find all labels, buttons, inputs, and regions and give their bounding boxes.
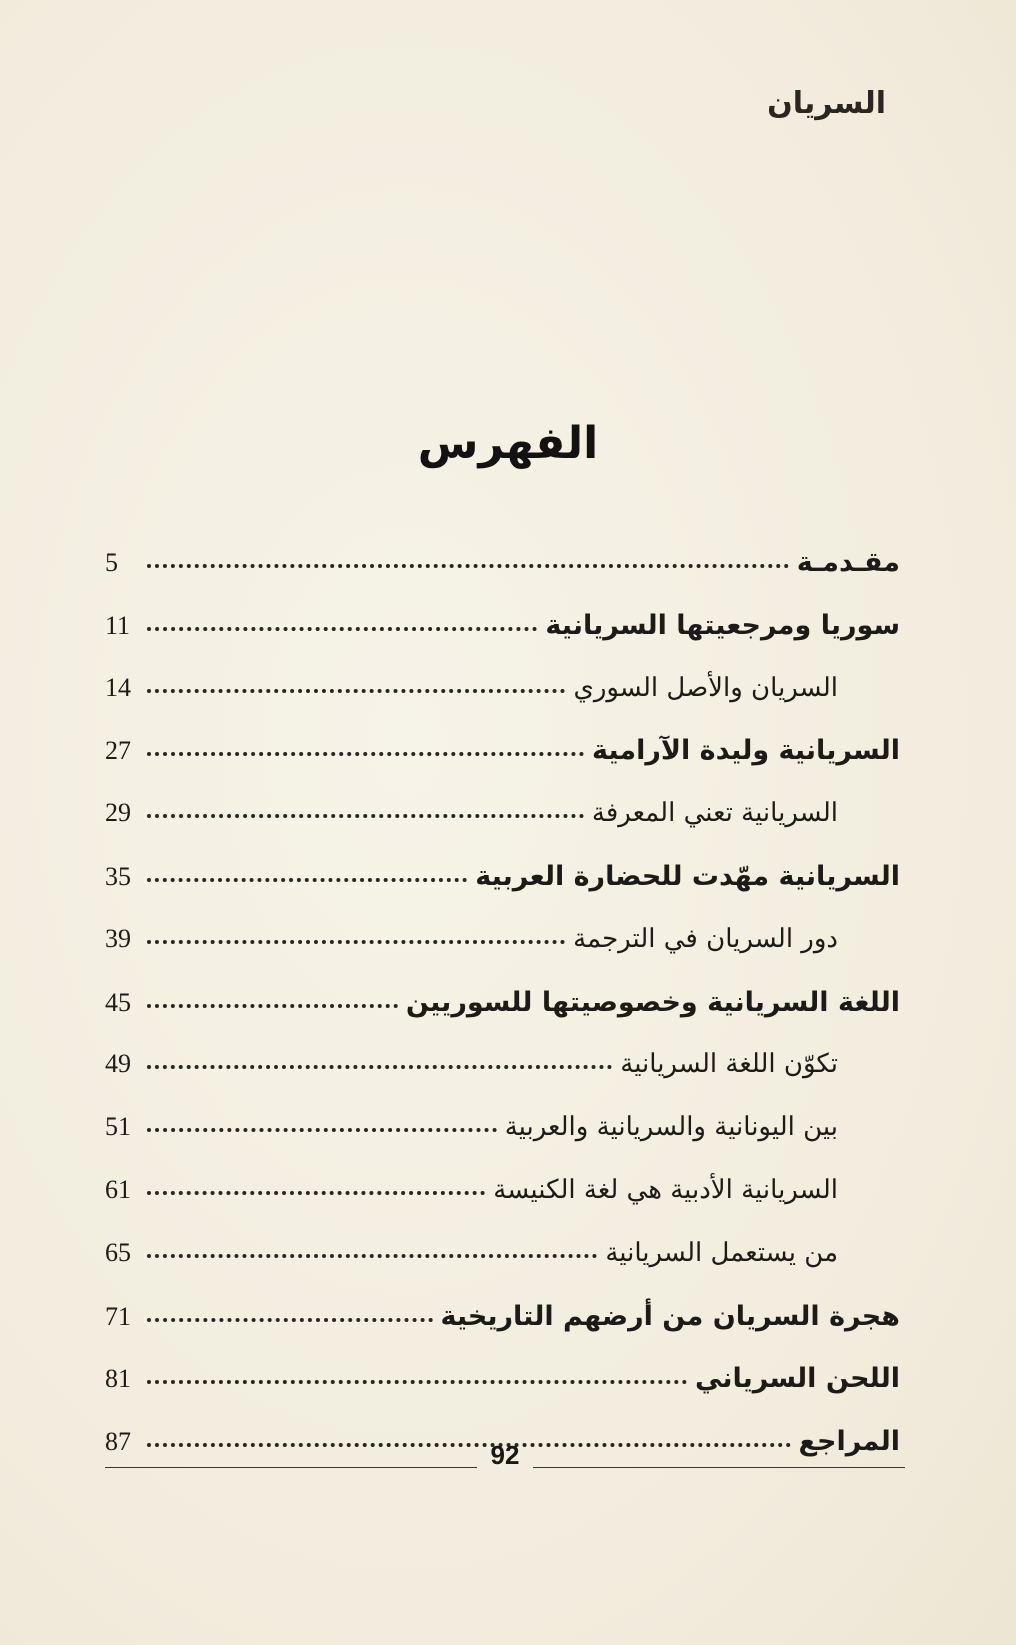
table-of-contents [105, 547, 900, 1489]
toc-entry-title: السريانية مهّدت للحضارة العربية [475, 860, 900, 892]
toc-entry-page: 29 [105, 798, 131, 828]
dot-leader [147, 1065, 612, 1069]
toc-entry-title: تكوّن اللغة السريانية [620, 1049, 838, 1080]
dot-leader [147, 627, 537, 631]
dot-leader [147, 752, 584, 756]
toc-entry-page: 65 [105, 1237, 131, 1267]
toc-entry [105, 1238, 900, 1301]
toc-entry-title: هجرة السريان من أرضهم التاريخية [440, 1300, 900, 1332]
dot-leader [147, 1380, 687, 1384]
toc-entry-title: من يستعمل السريانية [605, 1237, 838, 1268]
toc-entry-title: اللغة السريانية وخصوصيتها للسوريين [405, 986, 900, 1018]
page-number: 92 [490, 1440, 520, 1470]
dot-leader [147, 814, 584, 818]
toc-entry-page: 45 [105, 987, 131, 1017]
toc-entry-page: 5 [105, 548, 118, 577]
dot-leader [147, 940, 565, 944]
toc-entry-title: سوريا ومرجعيتها السريانية [545, 609, 900, 641]
toc-entry [105, 1175, 900, 1238]
toc-entry [105, 1049, 900, 1112]
dot-leader [147, 1128, 497, 1132]
toc-entry-page: 27 [105, 736, 131, 766]
dot-leader [147, 878, 467, 882]
toc-entry [105, 987, 900, 1050]
page-footer [105, 1440, 905, 1471]
toc-entry [105, 610, 900, 673]
toc-entry-page: 87 [105, 1427, 131, 1457]
footer-rule-right [533, 1467, 905, 1468]
toc-entry [105, 1301, 900, 1364]
footer-rule-left [105, 1467, 477, 1468]
toc-entry [105, 673, 900, 736]
toc-entry-page: 71 [105, 1301, 131, 1331]
toc-entry-title: السريانية تعني المعرفة [591, 798, 838, 829]
toc-entry-page: 49 [105, 1049, 131, 1079]
dot-leader [147, 1318, 433, 1322]
toc-entry [105, 1112, 900, 1175]
toc-entry-title: اللحن السرياني [695, 1363, 900, 1395]
dot-leader [147, 564, 789, 568]
toc-entry [105, 547, 900, 610]
toc-entry-page: 14 [105, 672, 131, 702]
toc-entry-title: السريان والأصل السوري [573, 672, 838, 703]
dot-leader [147, 1254, 597, 1258]
dot-leader [147, 1004, 398, 1008]
toc-entry-page: 81 [105, 1364, 131, 1394]
toc-entry-title: السريانية الأدبية هي لغة الكنيسة [493, 1174, 838, 1205]
dot-leader [147, 1191, 485, 1195]
toc-entry-page: 39 [105, 923, 131, 953]
toc-entry-page: 51 [105, 1112, 131, 1142]
toc-entry-title: بين اليونانية والسريانية والعربية [504, 1112, 838, 1143]
toc-entry [105, 924, 900, 987]
toc-entry-page: 11 [105, 610, 131, 640]
toc-entry [105, 735, 900, 798]
toc-title: الفهرس [417, 418, 599, 469]
toc-entry [105, 1363, 900, 1426]
dot-leader [147, 689, 565, 693]
toc-entry-title: دور السريان في الترجمة [573, 923, 838, 954]
toc-entry [105, 798, 900, 861]
toc-entry [105, 861, 900, 924]
toc-entry-title: المراجع [798, 1426, 900, 1458]
toc-entry-page: 61 [105, 1174, 131, 1204]
running-head: السريان [767, 86, 886, 121]
toc-entry-page: 35 [105, 861, 131, 891]
toc-entry-title: مقـدمـة [796, 547, 900, 578]
toc-entry-title: السريانية وليدة الآرامية [591, 735, 900, 767]
